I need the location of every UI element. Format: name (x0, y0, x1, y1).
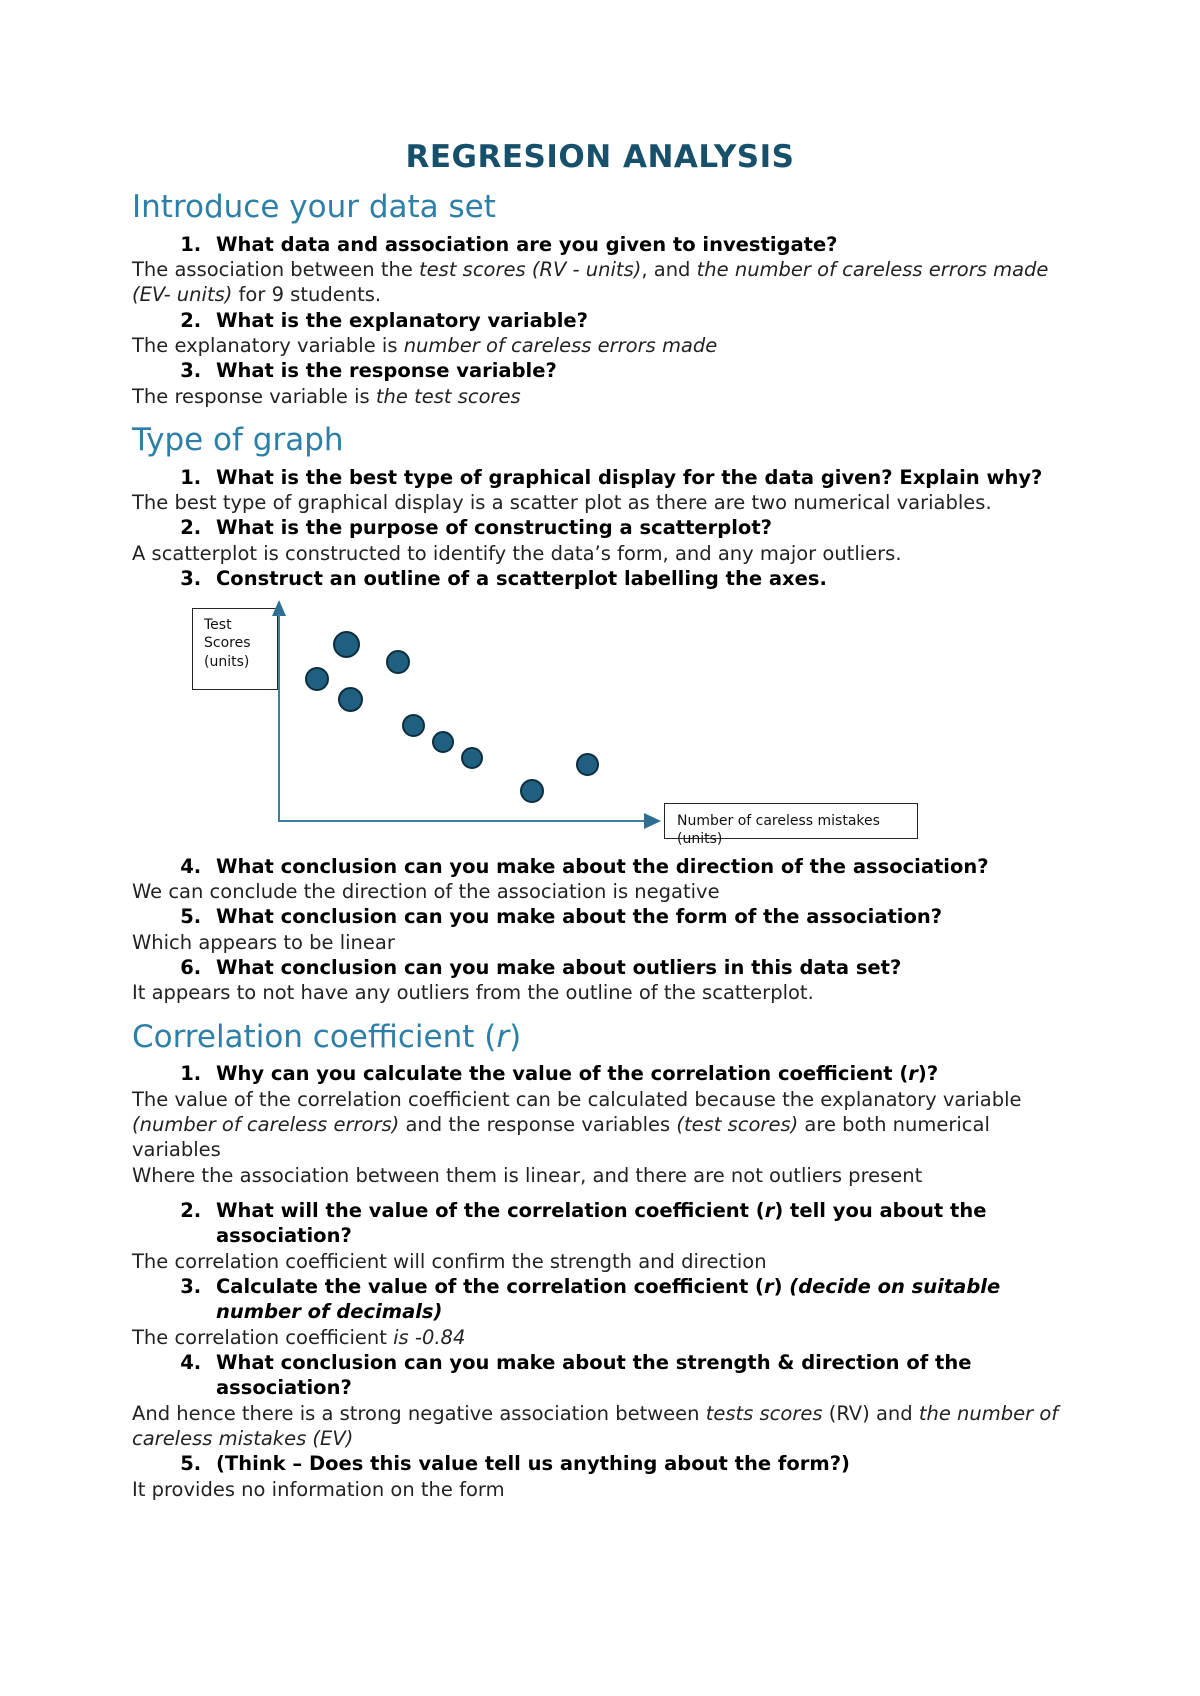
list-item (208, 1061, 1068, 1086)
answer-part-italic: test scores (RV - units) (419, 258, 642, 282)
section-heading-introduce: Introduce your data set (132, 189, 496, 226)
question-list-graph-2 (132, 515, 1068, 540)
answer-3-2: The correlation coefficient will confirm the strength and direction (132, 1249, 767, 1273)
list-item (208, 1198, 1068, 1249)
answer-3-5: It provides no information on the form (132, 1477, 505, 1501)
list-item (208, 1451, 1068, 1476)
answer-part: The correlation coefficient (132, 1325, 394, 1349)
y-axis-line (278, 614, 280, 822)
scatterplot-figure (180, 600, 940, 850)
question-list-graph-5 (132, 904, 1068, 929)
question-list-corr-3 (132, 1274, 1068, 1325)
section-heading-correlation (132, 1020, 1068, 1056)
x-axis-label-line2: (units) (677, 831, 723, 848)
answer-part: (RV) and (822, 1401, 919, 1425)
list-item (208, 955, 1068, 980)
answer-2-5: Which appears to be linear (132, 930, 395, 954)
answer-2-6: It appears to not have any outliers from the outline of the scatterplot. (132, 981, 814, 1005)
answer-part-italic: (test scores) (676, 1112, 799, 1136)
y-axis-label-line3: (units) (204, 653, 250, 670)
answer-1-1 (132, 257, 1068, 308)
scatter-point (432, 731, 454, 753)
question-list-graph-4 (132, 854, 1068, 879)
question-text: What is the purpose of constructing a scatterplot? (216, 516, 772, 540)
question-list-graph-1 (132, 465, 1068, 490)
question-text: Construct an outline of a scatterplot labelling the axes. (216, 567, 827, 591)
question-part: What will the value of the correlation coefficient ( (216, 1198, 765, 1222)
y-axis-label-line2: Scores (204, 635, 251, 652)
scatter-point (402, 714, 425, 737)
list-item (208, 358, 1068, 383)
answer-part: The response variable is (132, 384, 376, 408)
x-axis-label-box (664, 803, 918, 848)
question-list-introduce (132, 232, 1068, 257)
scatter-point (333, 631, 360, 658)
question-text: What conclusion can you make about the direction of the association? (216, 854, 989, 878)
list-item (208, 566, 1068, 591)
y-axis-label-box (192, 608, 278, 690)
answer-1-2 (132, 333, 1068, 358)
list-item (208, 1274, 1068, 1325)
section-heading-type-of-graph: Type of graph (132, 422, 344, 459)
answer-part: for 9 students. (232, 283, 382, 307)
x-axis-line (278, 820, 646, 822)
question-list-introduce-3 (132, 358, 1068, 383)
answer-part: And hence there is a strong negative association between (132, 1401, 706, 1425)
heading-part-italic: r (496, 1018, 510, 1055)
question-list-graph-3 (132, 566, 1068, 591)
answer-part-italic: is -0.84 (393, 1325, 466, 1349)
answer-part: The value of the correlation coefficient can be calculated because the explanatory variable (132, 1087, 1022, 1111)
question-part-italic: (decide on suitable number of decimals) (216, 1274, 1001, 1324)
x-axis-arrow-icon (644, 813, 661, 829)
answer-part: The association between the (132, 258, 420, 282)
question-part: Calculate the value of the correlation coefficient ( (216, 1274, 764, 1298)
question-list-corr-5 (132, 1451, 1068, 1476)
x-axis-label-line1: Number of careless mistakes (677, 812, 880, 829)
list-item (208, 515, 1068, 540)
answer-part: are both numerical variables (132, 1112, 990, 1162)
question-text: What conclusion can you make about the form of the association? (216, 905, 943, 929)
answer-3-3 (132, 1325, 1068, 1350)
question-text: What conclusion can you make about the strength & direction of the association? (216, 1350, 972, 1400)
question-part-italic: r (908, 1062, 918, 1086)
answer-3-4 (132, 1401, 1068, 1452)
answer-part-italic: (number of careless errors) (132, 1112, 400, 1136)
answer-3-1-extra: Where the association between them is linear, and there are not outliers present (132, 1163, 923, 1187)
answer-part-italic: tests scores (705, 1401, 823, 1425)
heading-part: ) (509, 1018, 522, 1055)
list-item (208, 854, 1068, 879)
list-item (208, 465, 1068, 490)
question-text: What is the explanatory variable? (216, 308, 588, 332)
answer-part: The explanatory variable is (132, 334, 404, 358)
question-part: Why can you calculate the value of the correlation coefficient ( (216, 1062, 909, 1086)
question-list-corr-4 (132, 1350, 1068, 1401)
answer-part-italic: the number of careless errors made (EV- units) (132, 258, 1049, 307)
y-axis-label-line1: Test (204, 616, 232, 633)
spacer (132, 1188, 1068, 1198)
question-text: What conclusion can you make about outliers in this data set? (216, 955, 902, 979)
answer-1-3 (132, 384, 1068, 409)
list-item (208, 232, 1068, 257)
question-part: ) (773, 1274, 790, 1298)
question-part-italic: r (764, 1198, 775, 1222)
answer-part-italic: the test scores (375, 384, 521, 408)
question-part: )? (917, 1062, 939, 1086)
scatter-point (520, 779, 544, 803)
answer-part: , and (641, 258, 697, 282)
answer-2-2: A scatterplot is constructed to identify the data’s form, and any major outliers. (132, 541, 902, 565)
scatter-point (461, 747, 483, 769)
answer-part-italic: the number of careless mistakes (EV) (132, 1401, 1059, 1451)
question-text: What data and association are you given to investigate? (216, 232, 838, 256)
list-item (208, 308, 1068, 333)
question-list-corr-2 (132, 1198, 1068, 1249)
heading-part: Correlation coefficient ( (132, 1018, 497, 1055)
scatter-point (576, 753, 599, 776)
answer-2-1: The best type of graphical display is a scatter plot as there are two numerical variables. (132, 491, 992, 515)
question-text: What is the best type of graphical display for the data given? Explain why? (216, 465, 1043, 489)
answer-part-italic: number of careless errors made (403, 334, 718, 358)
question-part: ) tell you about the association? (216, 1198, 987, 1248)
scatter-point (338, 687, 363, 712)
scatter-point (386, 650, 410, 674)
answer-3-1 (132, 1087, 1068, 1163)
answer-part: and the response variables (399, 1112, 677, 1136)
question-text: (Think – Does this value tell us anything about the form?) (216, 1452, 850, 1476)
question-text: What is the response variable? (216, 359, 557, 383)
question-list-corr-1 (132, 1061, 1068, 1086)
list-item (208, 1350, 1068, 1401)
list-item (208, 904, 1068, 929)
question-part-italic: r (763, 1274, 774, 1298)
question-list-introduce-2 (132, 308, 1068, 333)
scatter-point (305, 667, 329, 691)
question-list-graph-6 (132, 955, 1068, 980)
answer-2-4: We can conclude the direction of the association is negative (132, 879, 720, 903)
page-title: REGRESION ANALYSIS (405, 139, 795, 175)
